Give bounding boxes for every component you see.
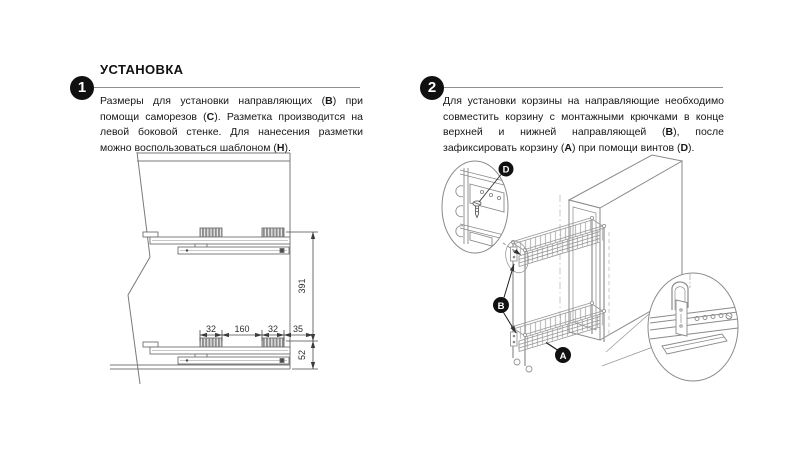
caster-left [514, 359, 520, 365]
svg-text:D: D [502, 164, 510, 176]
basket-installation-drawing [400, 140, 800, 385]
mounting-hook-lower [511, 332, 518, 346]
dim-35: 35 [292, 324, 304, 334]
section2-paragraph: Для установки корзины на направляющие необходимо совместить корзину с монтажными крючками в конце верхней и нижней направляющей (B), после зафиксировать корзину (A) при помощи винтов (D). [443, 95, 724, 154]
top-rail [143, 228, 290, 254]
section1-rule [82, 87, 360, 88]
dim-52: 52 [297, 349, 307, 361]
section1-paragraph: Размеры для установки направляющих (B) при помощи саморезов (C). Разметка производится на левой боковой стенке. Для нанесения разметки можно воспользоваться шаблоном (H). [100, 95, 363, 154]
section2-rule [432, 87, 723, 88]
section1-title: УСТАНОВКА [100, 62, 184, 77]
dim-391: 391 [297, 278, 307, 294]
dim-32-right: 32 [267, 324, 279, 334]
caster-right [526, 366, 532, 372]
detail-bubble-rail [648, 273, 738, 381]
svg-text:B: B [497, 300, 505, 312]
callout-A [546, 343, 571, 364]
section1-step-badge: 1 [70, 76, 94, 100]
installation-dimensions-drawing [90, 150, 370, 390]
dim-160: 160 [234, 324, 250, 334]
section2-step-badge: 2 [420, 76, 444, 100]
dim-32-left: 32 [205, 324, 217, 334]
svg-text:A: A [559, 350, 567, 362]
detail-leaders [602, 314, 653, 366]
bottom-rail [143, 338, 290, 364]
